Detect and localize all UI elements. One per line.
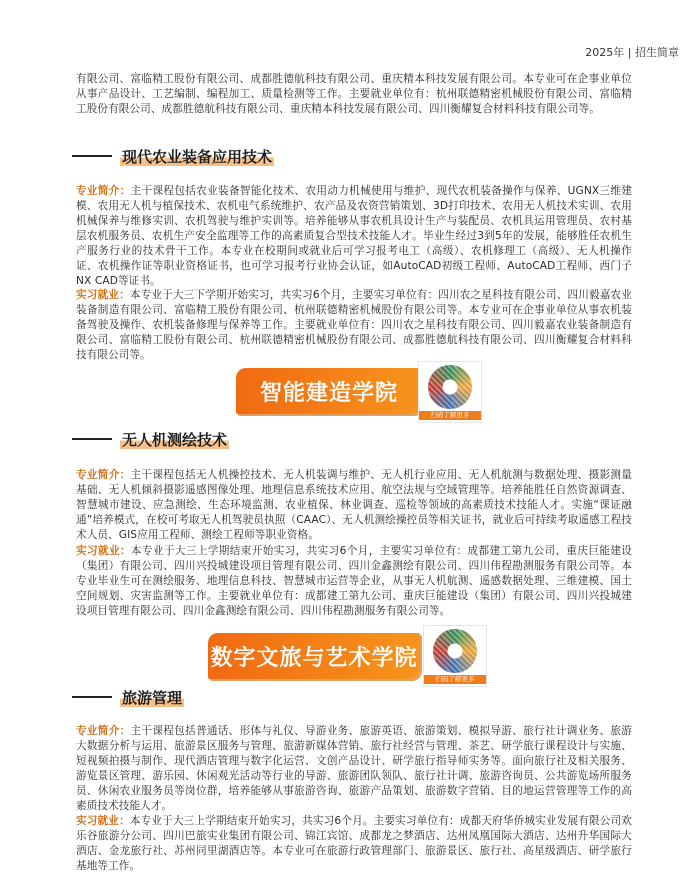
drone-job-paragraph <box>76 544 632 619</box>
major-heading-drone <box>72 428 229 450</box>
intro-label: 专业简介： <box>76 725 131 737</box>
qr-code-icon <box>433 629 477 673</box>
qr-code-smart-construction[interactable] <box>418 361 482 423</box>
intro-continued-paragraph: 有限公司、富临精工股份有限公司、成都胜德航科技有限公司、重庆精本科技发展有限公司。本专业可在企事业单位从事产品设计、工艺编制、编程加工、质量检测等工作。主要就业单位有：杭州联德精密机械股份有限公司、富临精工股份有限公司、成都胜德航科技有限公司、重庆精本科技发展有限公司、四川衡耀复合材料科技有限公司等。 <box>76 73 632 115</box>
job-label: 实习就业： <box>76 289 130 301</box>
intro-text: 主干课程包括农业装备智能化技术、农用动力机械使用与维护、现代农机装备操作与保养、UGNX三维建模、农用无人机与植保技术、农机电气系统维护、农产品及农资营销策划、3D打印技术、农用无人机技术实训、农用机械保养与维修实训、农机驾驶与维护实训等。培养能够从事农机具设计生产与装配员、农机具运用管理员、农村基层农机服务员、农机生产安全监理等工作的高素质复合型技术技能人才。毕业生经过3到5年的发展，能够胜任农机生产服务行业的技术骨干工作。本专业在校期间或就业后可学习报考电工（高级）、农机修理工（高级）、无人机操作证、农机操作证等职业资格证书，也可学习报考行业协会认证，如AutoCAD初级工程师、AutoCAD工程师、西门子NX CAD等证书。 <box>76 185 633 287</box>
major-heading-agri <box>72 145 274 167</box>
major-title: 无人机测绘技术 <box>122 430 228 449</box>
job-text: 本专业于大三下学期开始实习，共实习6个月，主要实习单位有：四川农之星科技有限公司、四川毅嘉农业装备制造有限公司、富临精工股份有限公司、杭州联德精密机械股份有限公司等。本专业可在企事业单位从事农机装备驾驶及操作、农机装备修理与保养等工作。主要就业单位有：四川农之星科技有限公司、四川毅嘉农业装备制造有限公司、富临精工股份有限公司、杭州联德精密机械股份有限公司、成都胜德航科技有限公司、四川衡耀复合材料科技有限公司等。 <box>76 289 633 361</box>
job-label: 实习就业： <box>76 545 131 557</box>
college-banner-smart-construction: 智能建造学院 <box>236 368 422 414</box>
agri-job-paragraph <box>76 288 632 363</box>
job-label: 实习就业： <box>76 815 130 827</box>
college-banner-digital-tourism: 数字文旅与艺术学院 <box>208 633 420 679</box>
intro-label: 专业简介： <box>76 469 131 481</box>
page-header: 2025年 | 招生简章 <box>585 46 679 59</box>
heading-dash <box>72 696 112 698</box>
heading-dash <box>72 438 112 440</box>
intro-label: 专业简介： <box>76 185 131 197</box>
tourism-intro-paragraph <box>76 724 632 814</box>
major-title: 现代农业装备应用技术 <box>122 147 273 166</box>
major-heading-tourism <box>72 686 184 708</box>
qr-caption: 扫码了解更多 <box>419 411 481 420</box>
major-title: 旅游管理 <box>122 688 183 707</box>
qr-caption: 扫码了解更多 <box>424 675 486 684</box>
drone-intro-paragraph <box>76 468 632 543</box>
intro-text: 主干课程包括无人机操控技术、无人机装调与维护、无人机行业应用、无人机航测与数据处理、摄影测量基础、无人机倾斜摄影遥感图像处理、地理信息系统技术应用、航空法规与空域管理等。培养能胜任自然资源调查、智慧城市建设、应急测绘、生态环境监测、农业植保、林业调查、巡检等领域的高素质技术技能人才。实施“课证融通”培养模式，在校可考取无人机驾驶员执照（CAAC）、无人机测绘操控员等相关证书，就业后可持续考取遥感工程技术人员、GIS应用工程师、测绘工程师等职业资格。 <box>76 469 632 541</box>
job-text: 本专业于大三上学期结束开始实习，共实习6个月，主要实习单位有：成都建工第九公司、重庆巨能建设（集团）有限公司、四川兴投城建设项目管理有限公司、四川金鑫测绘有限公司、四川伟程勘测服务有限公司等。本专业毕业生可在测绘服务、地理信息科技、智慧城市运营等企业，从事无人机航测、遥感数据处理、三维建模、国土空间规划、灾害监测等工作。主要就业单位有：成都建工第九公司、重庆巨能建设（集团）有限公司、四川兴投城建设项目管理有限公司、四川金鑫测绘有限公司、四川伟程勘测服务有限公司等。 <box>76 545 632 617</box>
qr-code-digital-tourism[interactable] <box>423 625 487 687</box>
heading-dash <box>72 155 112 157</box>
job-text: 本专业于大三上学期结束开始实习，共实习6个月。主要实习单位有：成都天府华侨城实业发展有限公司欢乐谷旅游分公司、四川巴旅实业集团有限公司、锦江宾馆、成都龙之梦酒店、达州凤凰国际大酒店、达州升华国际大酒店、金龙旅行社、苏州同里湖酒店等。本专业可在旅游行政管理部门、旅游景区、旅行社、高星级酒店、研学旅行基地等工作。 <box>76 815 633 872</box>
qr-code-icon <box>428 365 472 409</box>
agri-intro-paragraph <box>76 184 632 289</box>
intro-text: 主干课程包括普通话、形体与礼仪、导游业务、旅游英语、旅游策划、模拟导游、旅行社计调业务、旅游大数据分析与运用、旅游景区服务与管理、旅游新媒体营销、旅行社经营与管理、茶艺、研学旅行课程设计与实施、短视频拍摄与制作、现代酒店管理与数字化运营、文创产品设计、研学旅行指导师实务等。面向旅行社及相关服务、游览景区管理、游乐园、休闲观光活动等行业的导游、旅游团队领队、旅行社计调、旅游咨询员、公共游览场所服务员、休闲农业服务员等岗位群，培养能够从事旅游咨询、旅游产品策划、旅游数字营销、目的地运营管理等工作的高素质技术技能人才。 <box>76 725 632 812</box>
tourism-job-paragraph <box>76 814 632 874</box>
